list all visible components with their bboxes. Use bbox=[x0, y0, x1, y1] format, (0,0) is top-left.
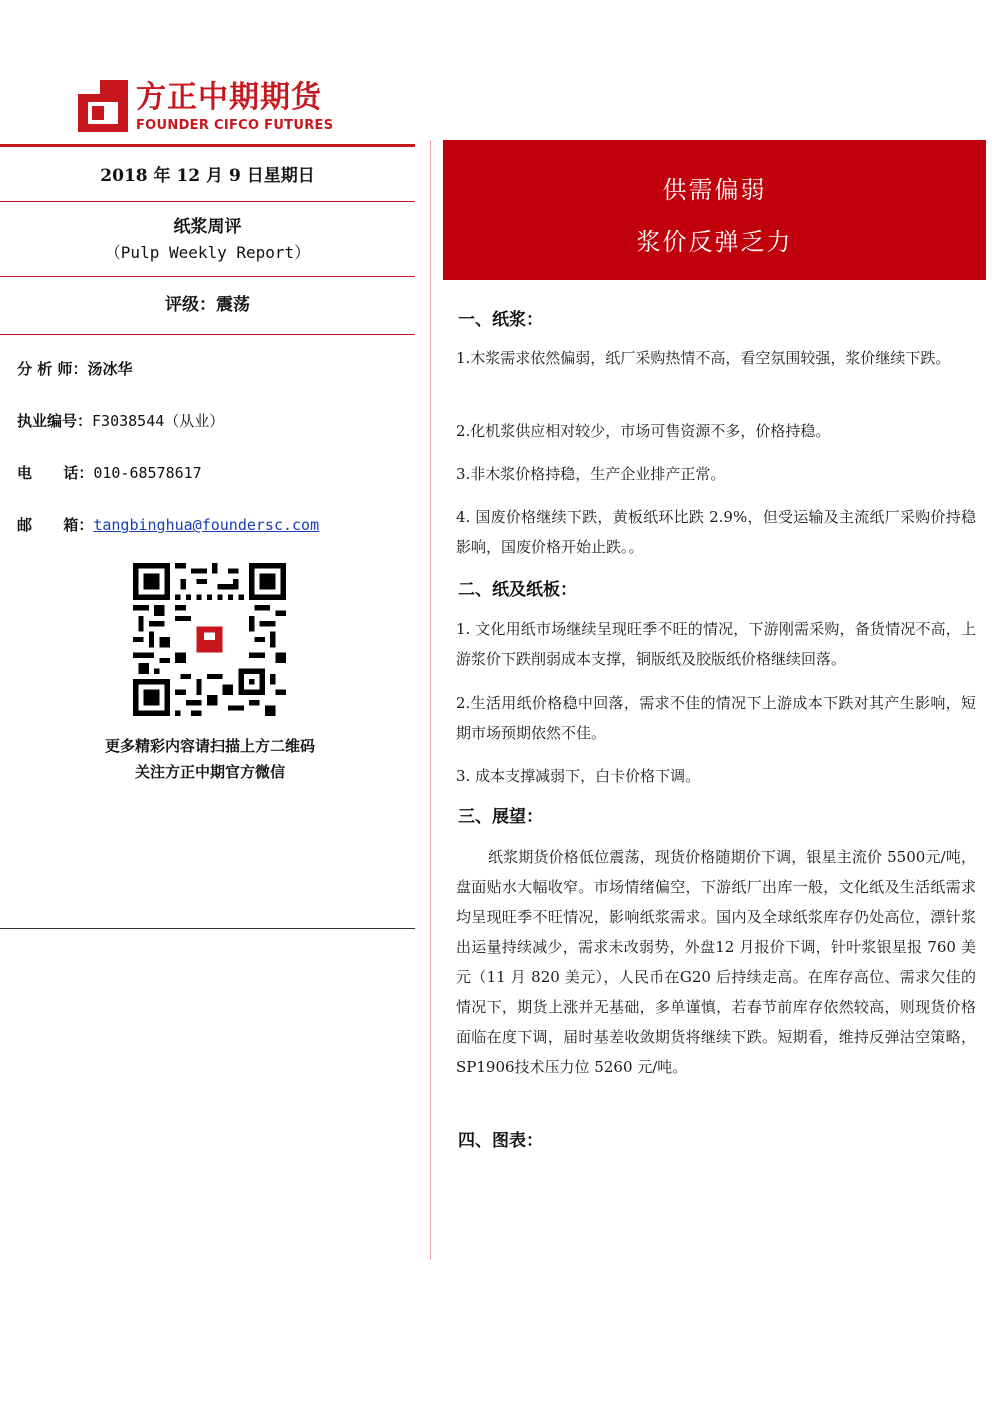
section-1-item-4: 4. 国废价格继续下跌，黄板纸环比跌 2.9%，但受运输及主流纸厂采购价持稳影响，国废价格开始止跌。。 bbox=[456, 508, 976, 556]
section-1-title: 一、纸浆： bbox=[458, 310, 543, 330]
headline-line2: 浆价反弹乏力 bbox=[636, 228, 793, 256]
analyst-name: 汤冰华 bbox=[87, 360, 133, 378]
section-2-item-1: 1. 文化用纸市场继续呈现旺季不旺的情况，下游刚需采购，备货情况不高，上游浆价下跌削弱成本支撑，铜版纸及胶版纸价格继续回落。 bbox=[456, 620, 976, 668]
section-3-title: 三、展望： bbox=[458, 807, 543, 827]
headline-box bbox=[443, 140, 986, 280]
license-label: 执业编号： bbox=[17, 412, 93, 430]
logo-english-name: FOUNDER CIFCO FUTURES bbox=[136, 118, 334, 133]
license-number: F3038544（从业） bbox=[92, 412, 225, 430]
section-2-item-3: 3. 成本支撑减弱下，白卡价格下调。 bbox=[456, 767, 701, 785]
headline-line1: 供需偏弱 bbox=[662, 176, 767, 204]
phone-label: 电 话： bbox=[17, 464, 94, 482]
report-rating: 评级：震荡 bbox=[165, 295, 250, 315]
column-divider bbox=[430, 140, 431, 1260]
section-2-item-2: 2.生活用纸价格稳中回落，需求不佳的情况下上游成本下跌对其产生影响，短期市场预期依然不佳。 bbox=[456, 694, 976, 742]
report-date: 2018 年 12 月 9 日星期日 bbox=[100, 166, 315, 186]
section-1-item-2: 2.化机浆供应相对较少，市场可售资源不多，价格持稳。 bbox=[456, 422, 831, 440]
section-2-title: 二、纸及纸板： bbox=[458, 580, 577, 600]
phone-row bbox=[17, 462, 202, 483]
section-1-item-3: 3.非木浆价格持稳，生产企业排产正常。 bbox=[456, 465, 726, 483]
rule bbox=[0, 276, 415, 277]
top-rule bbox=[0, 144, 415, 147]
report-subtitle: （Pulp Weekly Report） bbox=[104, 243, 311, 262]
qr-code bbox=[133, 563, 286, 716]
qr-caption-line1: 更多精彩内容请扫描上方二维码 bbox=[104, 737, 315, 755]
section-1-item-1: 1.木浆需求依然偏弱，纸厂采购热情不高，看空氛围较强，浆价继续下跌。 bbox=[456, 349, 951, 367]
logo-chinese-name: 方正中期期货 bbox=[136, 80, 322, 115]
analyst-name-row bbox=[17, 358, 132, 379]
analyst-label: 分 析 师： bbox=[17, 360, 88, 378]
company-logo bbox=[78, 80, 378, 140]
logo-icon bbox=[78, 80, 128, 132]
report-title: 纸浆周评 bbox=[173, 217, 242, 237]
email-label: 邮 箱： bbox=[17, 516, 94, 534]
license-row bbox=[17, 410, 224, 431]
email-link[interactable]: tangbinghua@foundersc.com bbox=[93, 516, 320, 534]
qr-caption-line2: 关注方正中期官方微信 bbox=[134, 763, 285, 781]
section-3-paragraph: 纸浆期货价格低位震荡，现货价格随期价下调，银星主流价 5500元/吨，盘面贴水大幅收窄。市场情绪偏空，下游纸厂出库一般，文化纸及生活纸需求均呈现旺季不旺情况，影响纸浆需求。国内及全球纸浆库存仍处高位，漂针浆出运量持续减少，需求未改弱势，外盘12 月报价下调，针叶浆银星报 760 美元（11 月 820 美元），人民币在G20 后持续走高。在库存高位、需求欠佳的情况下，期货上涨并无基础，多单谨慎，若春节前库存依然较高，则现货价格面临在度下调，届时基差收敛期货将继续下跌。短期看，维持反弹沽空策略，SP1906技术压力位 5260 元/吨。 bbox=[456, 848, 976, 1076]
phone-number: 010-68578617 bbox=[93, 464, 202, 482]
rule bbox=[0, 201, 415, 202]
rule bbox=[0, 334, 415, 335]
section-4-title: 四、图表： bbox=[458, 1131, 543, 1151]
email-row bbox=[17, 514, 319, 535]
bottom-rule bbox=[0, 928, 415, 929]
